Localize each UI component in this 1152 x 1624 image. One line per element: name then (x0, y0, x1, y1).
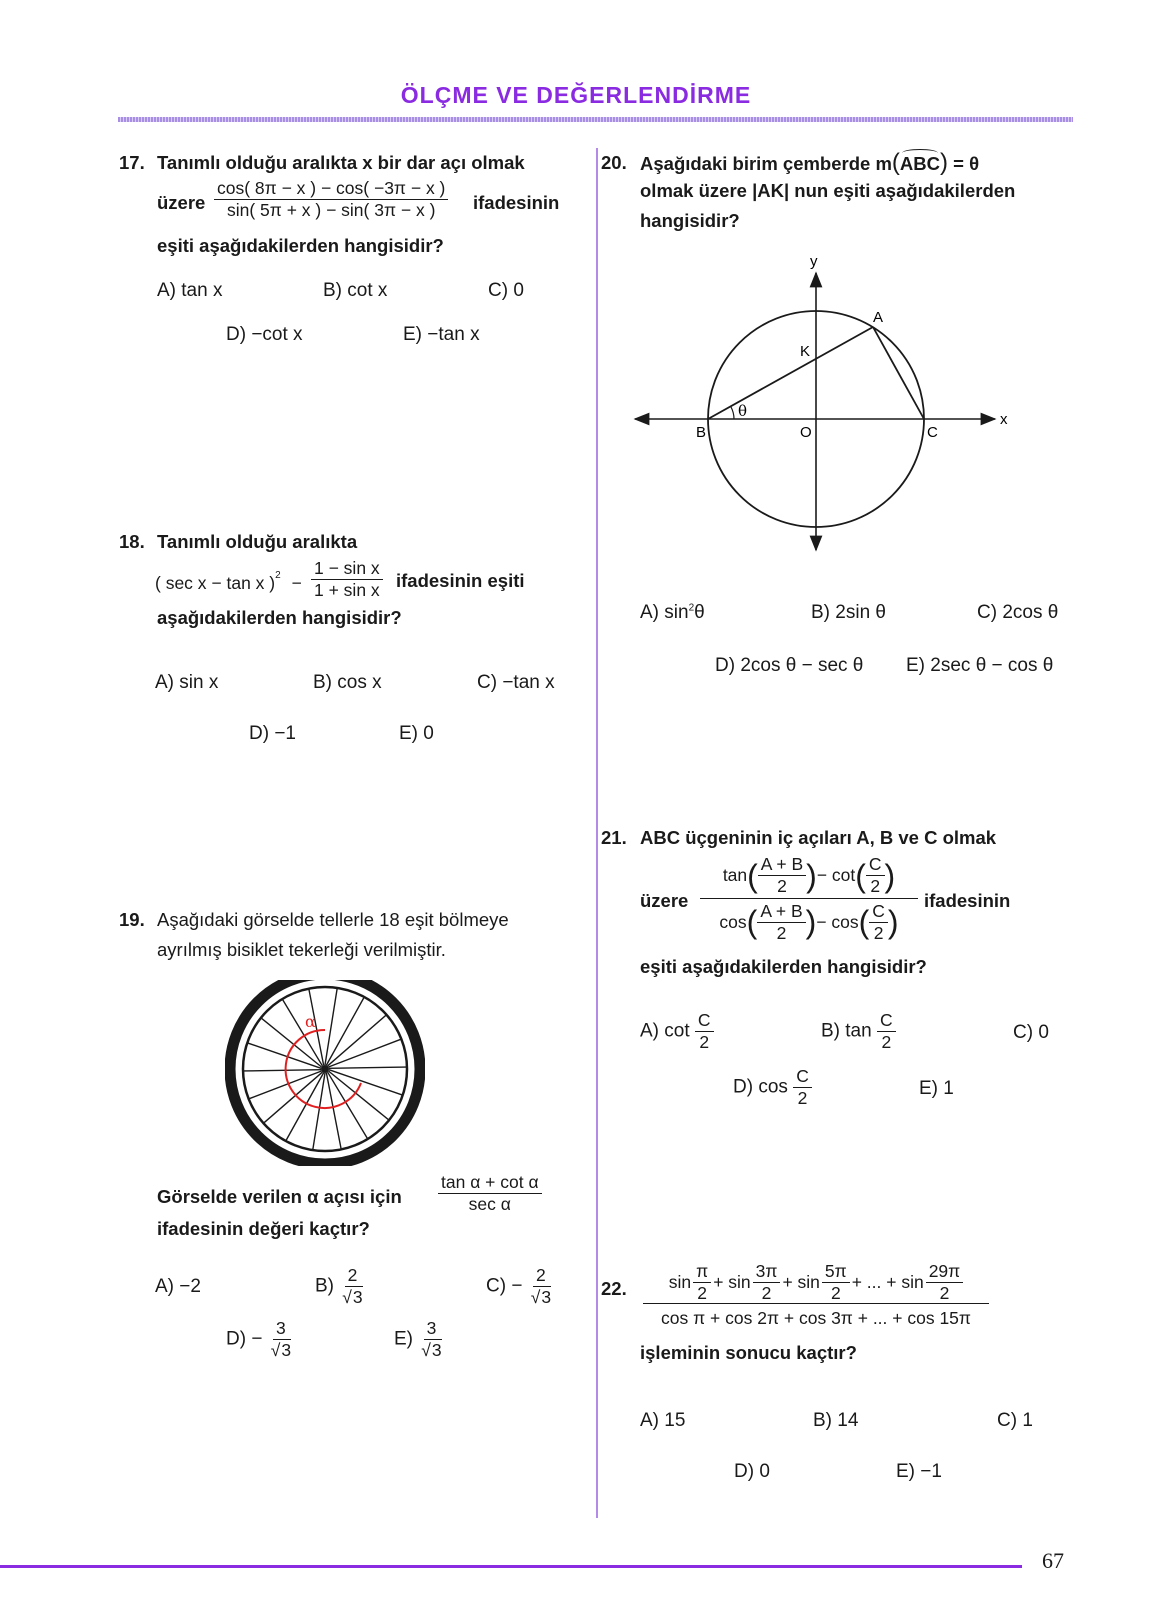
wheel-spoke (329, 1067, 406, 1068)
q21-two-1: 2 (777, 876, 787, 896)
q20-a-post: θ (694, 602, 705, 623)
point-A-label: A (873, 309, 884, 326)
q21-d-num: C (793, 1066, 812, 1088)
q17-option-a[interactable]: A) tan x (157, 280, 223, 301)
q21-option-b[interactable] (821, 1010, 896, 1053)
q21-option-d[interactable] (733, 1066, 812, 1109)
question-18-fraction (311, 558, 383, 601)
q18-minus: − (291, 572, 302, 593)
question-20-line1: Aşağıdaki birim çemberde m( ABC) = θ (640, 148, 979, 179)
q20-option-c[interactable]: C) 2cos θ (977, 602, 1059, 623)
q21-a-num: C (695, 1010, 714, 1032)
q21-c-1: C (866, 854, 885, 876)
q18-option-c[interactable]: C) −tan x (477, 672, 555, 693)
theta-label: θ (738, 402, 748, 420)
q18-option-d[interactable]: D) −1 (249, 723, 296, 744)
q22-option-e[interactable]: E) −1 (896, 1461, 942, 1482)
q21-tan: tan (722, 865, 748, 885)
q19-denominator: sec α (468, 1194, 511, 1214)
q22-option-c[interactable]: C) 1 (997, 1410, 1033, 1431)
question-19-fraction (438, 1172, 542, 1215)
question-19-line2: ayrılmış bisiklet tekerleği verilmiştir. (157, 939, 446, 960)
question-22-line2: işleminin sonucu kaçtır? (640, 1342, 857, 1363)
q20-option-e[interactable]: E) 2sec θ − cos θ (906, 655, 1054, 676)
question-19-ask: Görselde verilen α açısı için (157, 1186, 402, 1207)
point-C-label: C (927, 424, 938, 441)
question-22-number: 22. (601, 1278, 627, 1299)
q17-option-b[interactable]: B) cot x (323, 280, 388, 301)
q17-option-c[interactable]: C) 0 (488, 280, 524, 301)
q22-n4: 29π (926, 1261, 964, 1283)
q19-e-label: E) (394, 1328, 413, 1350)
question-20-line3: hangisidir? (640, 210, 740, 231)
q21-ab-2: A + B (757, 901, 805, 923)
wheel-spoke (328, 1039, 400, 1067)
q22-n2: 3π (753, 1261, 781, 1283)
q21-cot: − cot (816, 865, 856, 885)
q22-denominator: cos π + cos 2π + cos 3π + ... + cos 15π (661, 1308, 971, 1328)
segment-AC (873, 327, 924, 419)
q19-e-den: 3 (431, 1340, 442, 1360)
q17-option-d[interactable]: D) −cot x (226, 324, 303, 345)
question-18-post: ifadesinin eşiti (396, 570, 525, 591)
q19-c-num: 2 (533, 1265, 549, 1287)
question-17-fraction (214, 178, 448, 221)
q21-cos-1: cos (719, 911, 747, 932)
page-number: 67 (1042, 1548, 1064, 1573)
q18-expr-text: ( sec x − tan x ) (155, 572, 276, 593)
q22-d2: 2 (761, 1283, 772, 1303)
q22-term-3: + sin (782, 1272, 820, 1292)
q19-e-num: 3 (424, 1318, 440, 1340)
q21-a-den: 2 (699, 1032, 710, 1052)
wheel-spoke (329, 1070, 402, 1095)
q22-d4: 2 (939, 1283, 950, 1303)
column-divider (596, 148, 598, 1518)
question-21-fraction (700, 853, 918, 945)
q20-a-pre: A) sin (640, 602, 689, 623)
point-K-label: K (800, 343, 811, 360)
question-18-line1: Tanımlı olduğu aralıkta (157, 531, 358, 552)
sqrt-icon: √ (530, 1287, 541, 1307)
q21-option-a[interactable] (640, 1010, 714, 1053)
q19-d-label: D) − (226, 1328, 263, 1350)
point-O-label: O (800, 424, 812, 441)
q17-option-e[interactable]: E) −tan x (403, 324, 480, 345)
q17-denominator: sin( 5π + x ) − sin( 3π − x ) (226, 200, 436, 220)
wheel-hub (321, 1065, 329, 1073)
q21-option-e[interactable]: E) 1 (919, 1078, 954, 1099)
q20-option-a[interactable] (640, 602, 705, 624)
question-20-line2: olmak üzere |AK| nun eşiti aşağıdakilerden (640, 180, 1016, 201)
q22-d1: 2 (697, 1283, 708, 1303)
arc-abc-notation (900, 149, 940, 179)
q21-two-2: 2 (870, 876, 881, 896)
q20-line1-text: Aşağıdaki birim çemberde m (640, 153, 892, 174)
question-20-number: 20. (601, 152, 627, 173)
q19-option-e[interactable] (394, 1318, 445, 1361)
x-axis-label: x (1000, 411, 1008, 428)
q19-option-a[interactable]: A) −2 (155, 1276, 201, 1297)
q19-b-den: 3 (352, 1287, 363, 1307)
question-19-number: 19. (119, 909, 145, 930)
q21-b-num: C (877, 1010, 896, 1032)
y-axis-label: y (810, 254, 818, 270)
q20-line1-post: = θ (953, 153, 980, 174)
q20-option-d[interactable]: D) 2cos θ − sec θ (715, 655, 864, 676)
q19-c-label: C) − (486, 1275, 523, 1297)
q18-option-a[interactable]: A) sin x (155, 672, 219, 693)
q21-numerator: tan ( $\frac{A + B}{2}$ ) − cot ( $\frac{C}{2}$ ) (700, 853, 918, 899)
q19-d-den: 3 (281, 1340, 292, 1360)
sqrt-icon: √ (342, 1287, 352, 1307)
question-21-line1: ABC üçgeninin iç açıları A, B ve C olmak (640, 827, 997, 848)
question-21-line3: eşiti aşağıdakilerden hangisidir? (640, 956, 927, 977)
q19-c-den: 3 (541, 1287, 552, 1307)
bicycle-wheel-figure (225, 980, 425, 1166)
q18-numerator: 1 − sin x (311, 558, 383, 580)
q21-two-4: 2 (873, 922, 884, 943)
page-title: ÖLÇME VE DEĞERLENDİRME (400, 82, 752, 108)
question-17-number: 17. (119, 152, 145, 173)
q19-option-d[interactable] (226, 1318, 294, 1361)
header-divider (118, 117, 1073, 122)
q19-option-c[interactable] (486, 1265, 554, 1308)
q18-exponent: 2 (275, 570, 281, 581)
q22-term-4: + ... + sin (851, 1272, 924, 1292)
q20-option-b[interactable]: B) 2sin θ (811, 602, 886, 623)
footer-divider (0, 1565, 1022, 1568)
q20-arc-text: ABC (899, 153, 940, 174)
q22-option-a[interactable]: A) 15 (640, 1410, 686, 1431)
point-B-label: B (696, 424, 707, 441)
question-19-line-end: ifadesinin değeri kaçtır? (157, 1218, 370, 1239)
q22-term-2: + sin (713, 1272, 751, 1292)
q20-a-exp: 2 (688, 602, 695, 614)
q21-d-label: D) cos (733, 1076, 788, 1098)
q21-a-label: A) cot (640, 1020, 690, 1042)
wheel-spoke (248, 1043, 321, 1068)
q19-numerator: tan α + cot α (438, 1172, 542, 1194)
wheel-spoke (326, 1073, 341, 1149)
q22-numerator (643, 1262, 989, 1304)
q22-option-d[interactable]: D) 0 (734, 1461, 770, 1482)
question-18-line3: aşağıdakilerden hangisidir? (157, 607, 402, 628)
q21-b-label: B) tan (821, 1020, 872, 1042)
q21-ab-1: A + B (758, 854, 806, 876)
theta-arc (731, 407, 734, 419)
alpha-label: α (305, 1012, 316, 1031)
q18-option-e[interactable]: E) 0 (399, 723, 434, 744)
question-18-number: 18. (119, 531, 145, 552)
question-21-pre: üzere (640, 890, 689, 911)
q22-option-b[interactable]: B) 14 (813, 1410, 859, 1431)
q17-numerator: cos( 8π − x ) − cos( −3π − x ) (214, 178, 448, 200)
question-17-post: ifadesinin (473, 192, 560, 213)
sqrt-icon: √ (270, 1340, 281, 1360)
q21-cos-2: − cos (816, 911, 859, 932)
unit-circle-figure (630, 254, 1020, 564)
question-17-pre: üzere (157, 192, 206, 213)
q22-n1: π (693, 1261, 711, 1283)
q18-expression (155, 565, 302, 598)
q21-d-den: 2 (797, 1088, 808, 1108)
question-21-number: 21. (601, 827, 627, 848)
question-22-fraction (643, 1262, 989, 1332)
q22-n3: 5π (822, 1261, 850, 1283)
wheel-spoke (244, 1070, 321, 1071)
q19-b-label: B) (315, 1275, 334, 1297)
q21-option-c[interactable]: C) 0 (1013, 1022, 1049, 1043)
question-17-line1: Tanımlı olduğu aralıkta x bir dar açı olmak (157, 152, 525, 173)
wheel-spoke (328, 1072, 368, 1138)
segment-BA (708, 327, 873, 419)
q18-denominator: 1 + sin x (314, 580, 380, 600)
q19-option-b[interactable] (315, 1265, 366, 1308)
wheel-spoke (328, 1015, 386, 1066)
q21-two-3: 2 (776, 922, 787, 943)
q22-term-1: sin (668, 1272, 692, 1292)
q18-option-b[interactable]: B) cos x (313, 672, 382, 693)
wheel-spoke (313, 1073, 325, 1149)
wheel-spoke (325, 989, 337, 1065)
q21-c-2: C (869, 901, 888, 923)
q19-b-num: 2 (345, 1265, 361, 1287)
wheel-spoke (264, 1072, 322, 1123)
question-17-line3: eşiti aşağıdakilerden hangisidir? (157, 235, 444, 256)
question-21-post: ifadesinin (924, 890, 1011, 911)
wheel-spoke (328, 1071, 388, 1120)
q21-denominator: cos ( $\frac{A + B}{2}$ ) − cos ( $\frac{C}{2}$ ) (719, 900, 899, 943)
q22-d3: 2 (830, 1283, 841, 1303)
q21-b-den: 2 (881, 1032, 892, 1052)
question-19-line1: Aşağıdaki görselde tellerle 18 eşit bölmeye (157, 909, 509, 930)
sqrt-icon: √ (421, 1340, 431, 1360)
q19-d-num: 3 (273, 1318, 289, 1340)
